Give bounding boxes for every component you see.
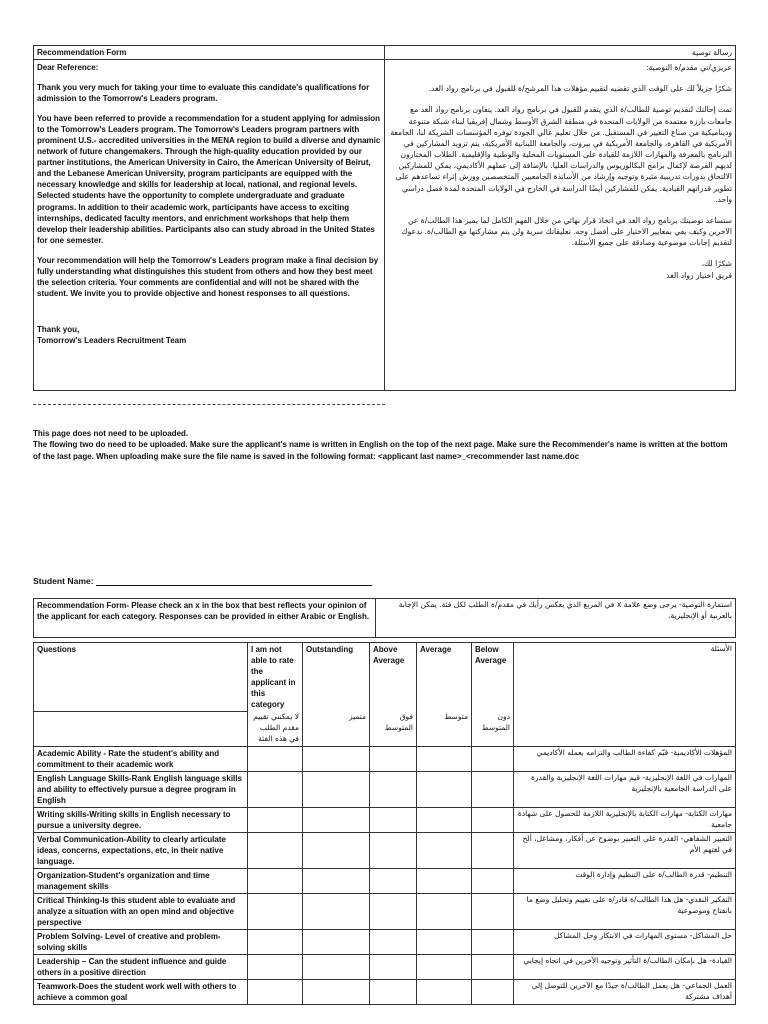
column-header: I am not able to rate the applicant in this category — [248, 643, 303, 712]
question-ar: المؤهلات الأكاديمية- قيّم كفاءة الطالب والتزامه بعمله الأكاديمي — [514, 746, 736, 771]
instructions-en: Recommendation Form- Please check an x in the box that best reflects your opinion of the applicant for each category. Responses can be provided in either Arabic or English. — [34, 599, 376, 638]
rating-checkbox[interactable] — [472, 771, 514, 807]
question-en: English Language Skills-Rank English language skills and ability to effectively pursue a degree program in English — [34, 771, 248, 807]
questions-header-en: Questions — [34, 643, 248, 712]
upload-note: This page does not need to be uploaded. — [33, 429, 189, 438]
column-header-ar: دون المتوسط — [472, 711, 514, 746]
rating-checkbox[interactable] — [248, 746, 303, 771]
rating-checkbox[interactable] — [248, 833, 303, 869]
question-en: Teamwork-Does the student work well with others to achieve a common goal — [34, 980, 248, 1005]
rating-checkbox[interactable] — [248, 894, 303, 930]
questions-header-ar: الأسئلة — [514, 643, 736, 747]
rating-checkbox[interactable] — [248, 930, 303, 955]
question-en: Academic Ability - Rate the student's ability and commitment to their academic work — [34, 746, 248, 771]
cut-divider — [33, 404, 385, 405]
rating-table — [33, 642, 736, 1005]
rating-checkbox[interactable] — [417, 771, 472, 807]
question-ar: مهارات الكتابة- مهارات الكتابة بالإنجليزية اللازمة للحصول على شهادة جامعية — [514, 807, 736, 832]
rating-checkbox[interactable] — [370, 980, 417, 1005]
signoff-line-ar: فريق اختيار رواد الغد — [666, 270, 732, 280]
recommendation-letter-table — [33, 45, 736, 391]
student-name-field[interactable] — [96, 576, 372, 586]
rating-checkbox[interactable] — [303, 930, 370, 955]
column-header: Average — [417, 643, 472, 712]
signoff-line-ar: شكرًا لك، — [701, 259, 732, 269]
paragraph-en: Your recommendation will help the Tomorrow's Leaders program make a final decision by fully understanding what distinguishes this student from others and how they best meet the selection criteria. Your comments are confidential and will not be shared with the student. We invite you to provide objective and honest responses to all questions. — [37, 255, 379, 298]
rating-checkbox[interactable] — [472, 833, 514, 869]
rating-checkbox[interactable] — [472, 980, 514, 1005]
rating-checkbox[interactable] — [303, 807, 370, 832]
rating-checkbox[interactable] — [472, 955, 514, 980]
column-header-ar: متميز — [303, 711, 370, 746]
question-ar: حل المشاكل- مستوى المهارات في الابتكار وحل المشاكل — [514, 930, 736, 955]
rating-checkbox[interactable] — [303, 746, 370, 771]
form-title-en: Recommendation Form — [34, 46, 385, 60]
letter-body-en — [34, 60, 385, 391]
rating-checkbox[interactable] — [370, 955, 417, 980]
question-en: Problem Solving- Level of creative and problem-solving skills — [34, 930, 248, 955]
rating-checkbox[interactable] — [417, 930, 472, 955]
rating-checkbox[interactable] — [417, 869, 472, 894]
form-instructions-table — [33, 598, 736, 638]
form-title-ar: رسالة توصية — [385, 46, 736, 60]
question-row — [34, 980, 736, 1005]
rating-checkbox[interactable] — [303, 869, 370, 894]
student-name-label: Student Name: — [33, 576, 94, 586]
rating-checkbox[interactable] — [248, 807, 303, 832]
upload-notes — [33, 428, 736, 462]
question-ar: القيادة- هل بإمكان الطالب/ة التأثير وتوجيه الآخرين في اتجاه إيجابي — [514, 955, 736, 980]
question-en: Critical Thinking-Is this student able to evaluate and analyze a situation with an open mind and objective perspective — [34, 894, 248, 930]
student-name-row — [33, 576, 393, 586]
rating-checkbox[interactable] — [417, 746, 472, 771]
rating-checkbox[interactable] — [417, 894, 472, 930]
paragraph-ar: شكرًا جزيلاً لك على الوقت الذي تقضيه لتقييم مؤهلات هذا المرشح/ة للقبول في برنامج رواد الغد. — [428, 84, 732, 94]
column-header-ar: فوق المتوسط — [370, 711, 417, 746]
rating-checkbox[interactable] — [303, 955, 370, 980]
question-ar: العمل الجماعي- هل يعمل الطالب/ة جيدًا مع الآخرين للتوصل إلى أهداف مشتركة — [514, 980, 736, 1005]
rating-checkbox[interactable] — [472, 807, 514, 832]
paragraph-en: You have been referred to provide a recommendation for a student applying for admission to the Tomorrow's Leaders program. The Tomorrow's Leaders program partners with prominent U.S.- accredited universities in the MENA region to build a diverse and dynamic network of future changemakers. Through the high-quality education provided by our partner institutions, the American University in Cairo, the American University of Beirut, and the Lebanese American University, program participants are equipped with the necessary knowledge and skills for leadership at local, national, and regional levels. Selected students have the opportunity to complete undergraduate and graduate programs. In addition to their academic work, participants have access to exciting internships, dedicated faculty mentors, and enrichment workshops that help them develop their leadership abilities. Participants also can study abroad in the United States for one semester. — [37, 114, 381, 245]
rating-checkbox[interactable] — [303, 833, 370, 869]
rating-checkbox[interactable] — [303, 771, 370, 807]
question-ar: التعبير الشفاهي- القدرة على التعبير بوضوح عن أفكار، ومشاغل، ألخ في لغتهم الأم — [514, 833, 736, 869]
column-header-ar: متوسط — [417, 711, 472, 746]
question-en: Organization-Student's organization and time management skills — [34, 869, 248, 894]
rating-header-row — [34, 643, 736, 712]
rating-checkbox[interactable] — [417, 955, 472, 980]
paragraph-ar: ستساعد توصيتك برنامج رواد الغد في اتخاذ قرار نهائي من خلال الفهم الكامل لما يميز هذا الطالب/ة عن الآخرين وكيف يفي بمعايير الاختيار على أفضل وجه. تعليقاتك سرية ولن يتم مشاركتها مع الطالب/ة. ندعوك لتقديم إجابات موضوعية وصادقة على جميع الأسئلة. — [401, 215, 732, 248]
question-row — [34, 930, 736, 955]
question-row — [34, 807, 736, 832]
question-en: Leadership – Can the student influence and guide others in a positive direction — [34, 955, 248, 980]
rating-checkbox[interactable] — [370, 833, 417, 869]
question-row — [34, 833, 736, 869]
column-header-ar: لا يمكنني تقييم مقدم الطلب في هذه الفئة — [248, 711, 303, 746]
question-row — [34, 955, 736, 980]
rating-checkbox[interactable] — [370, 807, 417, 832]
rating-checkbox[interactable] — [370, 930, 417, 955]
question-row — [34, 894, 736, 930]
rating-checkbox[interactable] — [472, 869, 514, 894]
question-en: Verbal Communication-Ability to clearly articulate ideas, concerns, expectations, etc, in their native language. — [34, 833, 248, 869]
column-header: Below Average — [472, 643, 514, 712]
rating-checkbox[interactable] — [248, 771, 303, 807]
rating-checkbox[interactable] — [370, 771, 417, 807]
instructions-ar: استمارة التوصية- يرجى وضع علامة x في المربع الذي يعكس رأيك في مقدم/ة الطلب لكل فئة. يمكن الإجابة بالعربية أو الإنجليزية. — [376, 599, 736, 638]
rating-checkbox[interactable] — [472, 746, 514, 771]
letter-body-ar — [385, 60, 736, 391]
signoff-line-en: Thank you, — [37, 324, 80, 334]
question-row — [34, 771, 736, 807]
question-ar: التنظيم- قدرة الطالب/ة على التنظيم وإدارة الوقت — [514, 869, 736, 894]
paragraph-en: Thank you very much for taking your time to evaluate this candidate's qualifications for admission to the Tomorrow's Leaders program. — [37, 83, 370, 104]
rating-checkbox[interactable] — [472, 894, 514, 930]
rating-checkbox[interactable] — [303, 980, 370, 1005]
question-ar: التفكير النقدي- هل هذا الطالب/ة قادر/ة على تقييم وتحليل وضع ما بانفتاح وموضوعية — [514, 894, 736, 930]
signoff-line-en: Tomorrow's Leaders Recruitment Team — [37, 335, 187, 345]
upload-note: The flowing two do need to be uploaded. Make sure the applicant's name is written in English on the top of the next page. Make sure the Recommender's name is written at the bottom of the last page. When uploading make sure the file name is saved in the following format: <applicant last name>_<recommender last name.doc — [33, 440, 728, 461]
rating-checkbox[interactable] — [248, 869, 303, 894]
greeting-ar: عزيزي/تي مقدم/ة التوصية: — [646, 63, 732, 73]
question-en: Writing skills-Writing skills in English necessary to pursue a university degree. — [34, 807, 248, 832]
rating-checkbox[interactable] — [370, 746, 417, 771]
question-ar: المهارات في اللغة الإنجليزية- قيم مهارات اللغة الإنجليزية والقدرة على الدراسة الجامعية بالإنجليزية — [514, 771, 736, 807]
rating-checkbox[interactable] — [417, 833, 472, 869]
question-row — [34, 869, 736, 894]
greeting-en: Dear Reference: — [37, 63, 99, 73]
rating-checkbox[interactable] — [248, 980, 303, 1005]
rating-checkbox[interactable] — [417, 980, 472, 1005]
column-header: Outstanding — [303, 643, 370, 712]
rating-checkbox[interactable] — [472, 930, 514, 955]
rating-checkbox[interactable] — [370, 894, 417, 930]
rating-checkbox[interactable] — [303, 894, 370, 930]
question-row — [34, 746, 736, 771]
paragraph-ar: تمت إحالتك لتقديم توصية للطالب/ة الذي يتقدم للقبول في برنامج رواد الغد. يتعاون برنامج رواد الغد مع جامعات بارزة معتمدة من الولايات المتحدة في منطقة الشرق الأوسط وشمال إفريقيا لبناء شبكة متنوعة وديناميكية من صناع التغيير في المستقبل. من خلال تعليم عالي الجودة توفره المؤسسات الشريكة لنا، الجامعة الأمريكية في القاهرة، والجامعة الأمريكية في بيروت، والجامعة اللبنانية الأمريكية، يتم تزويد المشاركين في البرنامج بالمعرفة والمهارات اللازمة للقيادة على المستويات المحلية والوطنية والإقليمية. الطلاب المختارون لديهم الفرصة لإكمال برامج البكالوريوس والدراسات العليا. بالإضافة إلى عملهم الأكاديمي، يمكن للمشاركين الالتحاق بدورات تدريبية مثيرة وتوجيه وإرشاد من الأساتذة الجامعيين المتخصصين وورش إثراء تساعدهم على تطوير قدراتهم القيادية. يمكن للمشاركين أيضًا الدراسة في الخارج في الولايات المتحدة لمدة فصل دراسي واحد. — [390, 105, 732, 204]
rating-checkbox[interactable] — [248, 955, 303, 980]
rating-checkbox[interactable] — [370, 869, 417, 894]
rating-checkbox[interactable] — [417, 807, 472, 832]
column-header: Above Average — [370, 643, 417, 712]
